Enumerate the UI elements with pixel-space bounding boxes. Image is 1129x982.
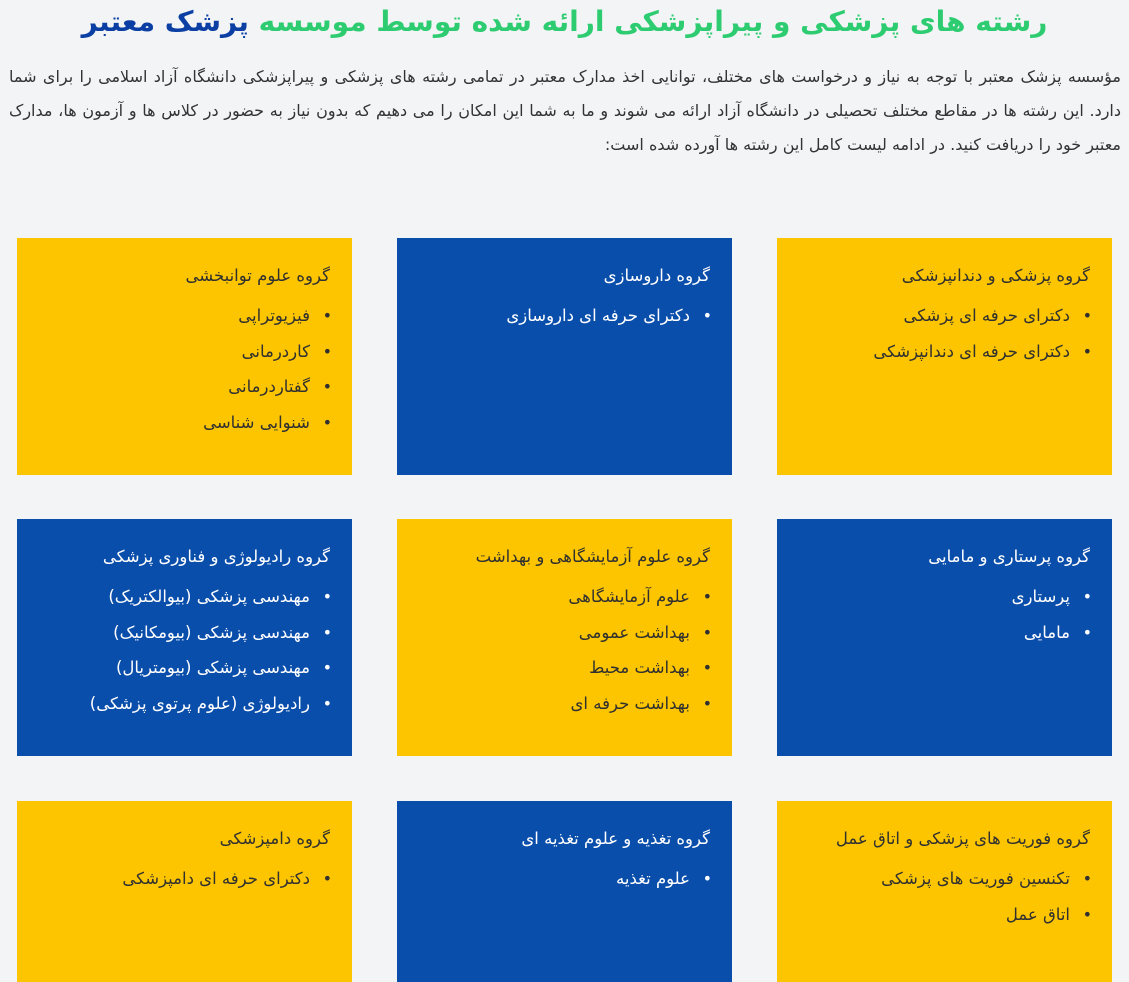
group-card-radiology-medtech — [17, 519, 352, 756]
group-card-emergency-or — [777, 801, 1112, 982]
bullet-icon: • — [702, 658, 712, 677]
bullet-icon: • — [322, 693, 332, 713]
list-item — [413, 621, 712, 645]
list-item-label: علوم تغذیه — [616, 869, 690, 888]
list-item-label: شنوایی شناسی — [203, 412, 310, 432]
group-card-nutrition — [397, 801, 732, 982]
list-item — [33, 340, 332, 364]
list-item-label: دکترای حرفه ای دندانپزشکی — [873, 341, 1070, 361]
list-item-label: دکترای حرفه ای پزشکی — [903, 306, 1070, 325]
group-items-list — [413, 867, 710, 891]
list-item-label: بهداشت محیط — [589, 658, 690, 677]
group-title: گروه دامپزشکی — [219, 829, 330, 848]
group-items-list — [793, 585, 1090, 645]
group-title: گروه رادیولوژی و فناوری پزشکی — [102, 547, 330, 566]
page-title-main: رشته های پزشکی و پیراپزشکی ارائه شده توسط موسسه — [258, 5, 1048, 38]
intro-paragraph: مؤسسه پزشک معتبر با توجه به نیاز و درخواست های مختلف، توانایی اخذ مدارک معتبر در تمامی رشته های پزشکی و پیراپزشکی دانشگاه آزاد اسلامی را برای شما دارد. این رشته ها در مقاطع مختلف تحصیلی در دانشگاه آزاد ارائه می شوند و ما به شما این امکان را می دهیم که بدون نیاز به حضور در کلاس ها و آزمون ها، مدارک معتبر خود را دریافت کنید. در ادامه لیست کامل این رشته ها آورده شده است: — [9, 67, 1121, 154]
list-item-label: اتاق عمل — [1005, 904, 1070, 924]
list-item — [793, 621, 1092, 645]
list-item-label: دکترای حرفه ای دامپزشکی — [122, 869, 310, 888]
bullet-icon: • — [1082, 904, 1092, 924]
list-item-label: تکنسین فوریت های پزشکی — [881, 869, 1070, 888]
bullet-icon: • — [702, 587, 712, 606]
list-item — [413, 867, 712, 891]
list-item — [33, 656, 332, 680]
page-title-brand: پزشک معتبر — [81, 5, 249, 38]
group-card-pharmacy — [397, 238, 732, 475]
list-item — [793, 340, 1092, 364]
list-item — [793, 304, 1092, 328]
list-item — [793, 867, 1092, 891]
page-title — [0, 2, 1129, 42]
list-item — [33, 411, 332, 435]
group-card-veterinary — [17, 801, 352, 982]
list-item — [33, 375, 332, 399]
list-item-label: مهندسی پزشکی (بیوالکتریک) — [108, 587, 310, 606]
list-item — [413, 656, 712, 680]
bullet-icon: • — [322, 341, 332, 361]
list-item-label: کاردرمانی — [241, 341, 310, 361]
list-item — [793, 903, 1092, 927]
bullet-icon: • — [322, 658, 332, 677]
group-title: گروه علوم توانبخشی — [185, 266, 330, 285]
bullet-icon: • — [322, 412, 332, 432]
group-card-lab-health — [397, 519, 732, 756]
list-item — [413, 692, 712, 716]
list-item-label: علوم آزمایشگاهی — [568, 587, 690, 606]
bullet-icon: • — [1082, 306, 1092, 325]
list-item-label: گفتاردرمانی — [228, 377, 310, 396]
list-item — [33, 585, 332, 609]
list-item-label: فیزیوتراپی — [238, 306, 310, 325]
list-item-label: دکترای حرفه ای داروسازی — [506, 306, 690, 325]
list-item-label: بهداشت حرفه ای — [570, 693, 690, 713]
bullet-icon: • — [322, 622, 332, 642]
list-item-label: مهندسی پزشکی (بیومتریال) — [115, 658, 310, 677]
group-items-list — [413, 585, 710, 716]
bullet-icon: • — [702, 622, 712, 642]
list-item-label: بهداشت عمومی — [578, 622, 690, 642]
group-title: گروه پرستاری و مامایی — [928, 547, 1090, 566]
group-items-list — [793, 304, 1090, 364]
list-item — [413, 585, 712, 609]
bullet-icon: • — [702, 869, 712, 888]
list-item-label: رادیولوژی (علوم پرتوی پزشکی) — [89, 693, 310, 713]
list-item-label: مامایی — [1023, 622, 1070, 642]
group-items-list — [33, 867, 330, 891]
list-item — [33, 692, 332, 716]
bullet-icon: • — [1082, 587, 1092, 606]
list-item-label: پرستاری — [1011, 587, 1070, 606]
bullet-icon: • — [702, 306, 712, 325]
list-item — [33, 621, 332, 645]
group-card-medicine-dentistry — [777, 238, 1112, 475]
group-title: گروه پزشکی و دندانپزشکی — [901, 266, 1090, 285]
bullet-icon: • — [322, 306, 332, 325]
group-items-list — [33, 304, 330, 435]
bullet-icon: • — [322, 587, 332, 606]
bullet-icon: • — [702, 693, 712, 713]
group-card-rehabilitation — [17, 238, 352, 475]
bullet-icon: • — [1082, 622, 1092, 642]
bullet-icon: • — [322, 377, 332, 396]
list-item — [413, 304, 712, 328]
group-title: گروه علوم آزمایشگاهی و بهداشت — [475, 547, 710, 566]
bullet-icon: • — [1082, 341, 1092, 361]
group-card-nursing-midwifery — [777, 519, 1112, 756]
list-item — [33, 867, 332, 891]
group-items-list — [33, 585, 330, 716]
bullet-icon: • — [322, 869, 332, 888]
group-title: گروه داروسازی — [603, 266, 710, 285]
bullet-icon: • — [1082, 869, 1092, 888]
list-item — [33, 304, 332, 328]
group-items-list — [793, 867, 1090, 927]
list-item-label: مهندسی پزشکی (بیومکانیک) — [113, 622, 310, 642]
group-title: گروه فوریت های پزشکی و اتاق عمل — [835, 829, 1090, 848]
list-item — [793, 585, 1092, 609]
group-title: گروه تغذیه و علوم تغذیه ای — [521, 829, 710, 848]
group-items-list — [413, 304, 710, 328]
